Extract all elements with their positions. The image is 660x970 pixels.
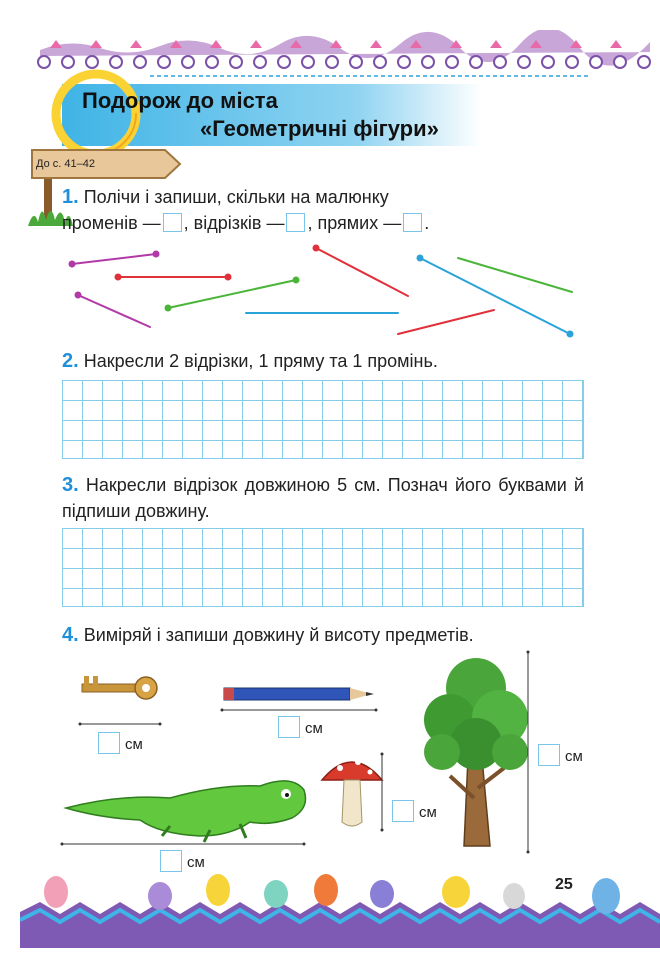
lines-answer-box[interactable] xyxy=(403,213,422,232)
figure-red-ray xyxy=(316,248,408,296)
task4-instruction: Виміряй і запиши довжину й висоту предметів. xyxy=(83,625,474,645)
task1-rays-label: променів — xyxy=(62,213,161,233)
mushroom-unit: см xyxy=(419,804,437,821)
task1-end: . xyxy=(424,213,430,233)
task1-lines-label: , прямих — xyxy=(307,213,402,233)
task2-drawing-grid[interactable] xyxy=(62,380,584,459)
signpost-label: До с. 41–42 xyxy=(36,158,95,170)
pencil-unit: см xyxy=(305,720,323,737)
lizard-unit: см xyxy=(187,854,205,871)
key-icon xyxy=(76,672,166,730)
task4-number: 4. xyxy=(62,624,79,646)
task1-line1: Полічи і запиши, скільки на малюнку xyxy=(83,187,389,207)
figure-purple-segment-1 xyxy=(72,254,156,264)
key-measure xyxy=(96,732,143,754)
task3-instruction: Накресли відрізок довжиною 5 см. Познач його буквами й підпиши довжину. xyxy=(62,475,584,521)
task1-text xyxy=(62,184,582,236)
mushroom-height-box[interactable] xyxy=(392,800,414,822)
task2-instruction: Накресли 2 відрізки, 1 пряму та 1 промінь. xyxy=(83,351,438,371)
task1-figures xyxy=(0,240,660,340)
number-characters-icon xyxy=(44,874,620,914)
tree-measure xyxy=(536,744,583,766)
figure-purple-ray xyxy=(78,295,150,327)
key-length-box[interactable] xyxy=(98,732,120,754)
pencil-measure xyxy=(276,716,323,738)
task4-text xyxy=(62,622,592,648)
task3-text xyxy=(62,472,584,524)
page-number: 25 xyxy=(555,876,573,893)
key-unit: см xyxy=(125,736,143,753)
figure-green-segment xyxy=(168,280,296,308)
segments-answer-box[interactable] xyxy=(286,213,305,232)
tree-unit: см xyxy=(565,748,583,765)
task1-number: 1. xyxy=(62,186,79,208)
pencil-icon xyxy=(220,684,382,714)
figure-red-line xyxy=(398,310,494,334)
task2-number: 2. xyxy=(62,350,79,372)
task3-number: 3. xyxy=(62,474,79,496)
page-title-line2: «Геометричні фігури» xyxy=(200,116,439,141)
mushroom-icon xyxy=(318,750,388,834)
task2-text xyxy=(62,348,592,374)
task1-segments-label: , відрізків — xyxy=(183,213,285,233)
lizard-icon xyxy=(60,764,310,850)
task3-drawing-grid[interactable] xyxy=(62,528,584,607)
tree-height-box[interactable] xyxy=(538,744,560,766)
page-title-line1: Подорож до міста xyxy=(82,88,278,113)
pencil-length-box[interactable] xyxy=(278,716,300,738)
rays-answer-box[interactable] xyxy=(163,213,182,232)
tree-icon xyxy=(420,648,540,858)
